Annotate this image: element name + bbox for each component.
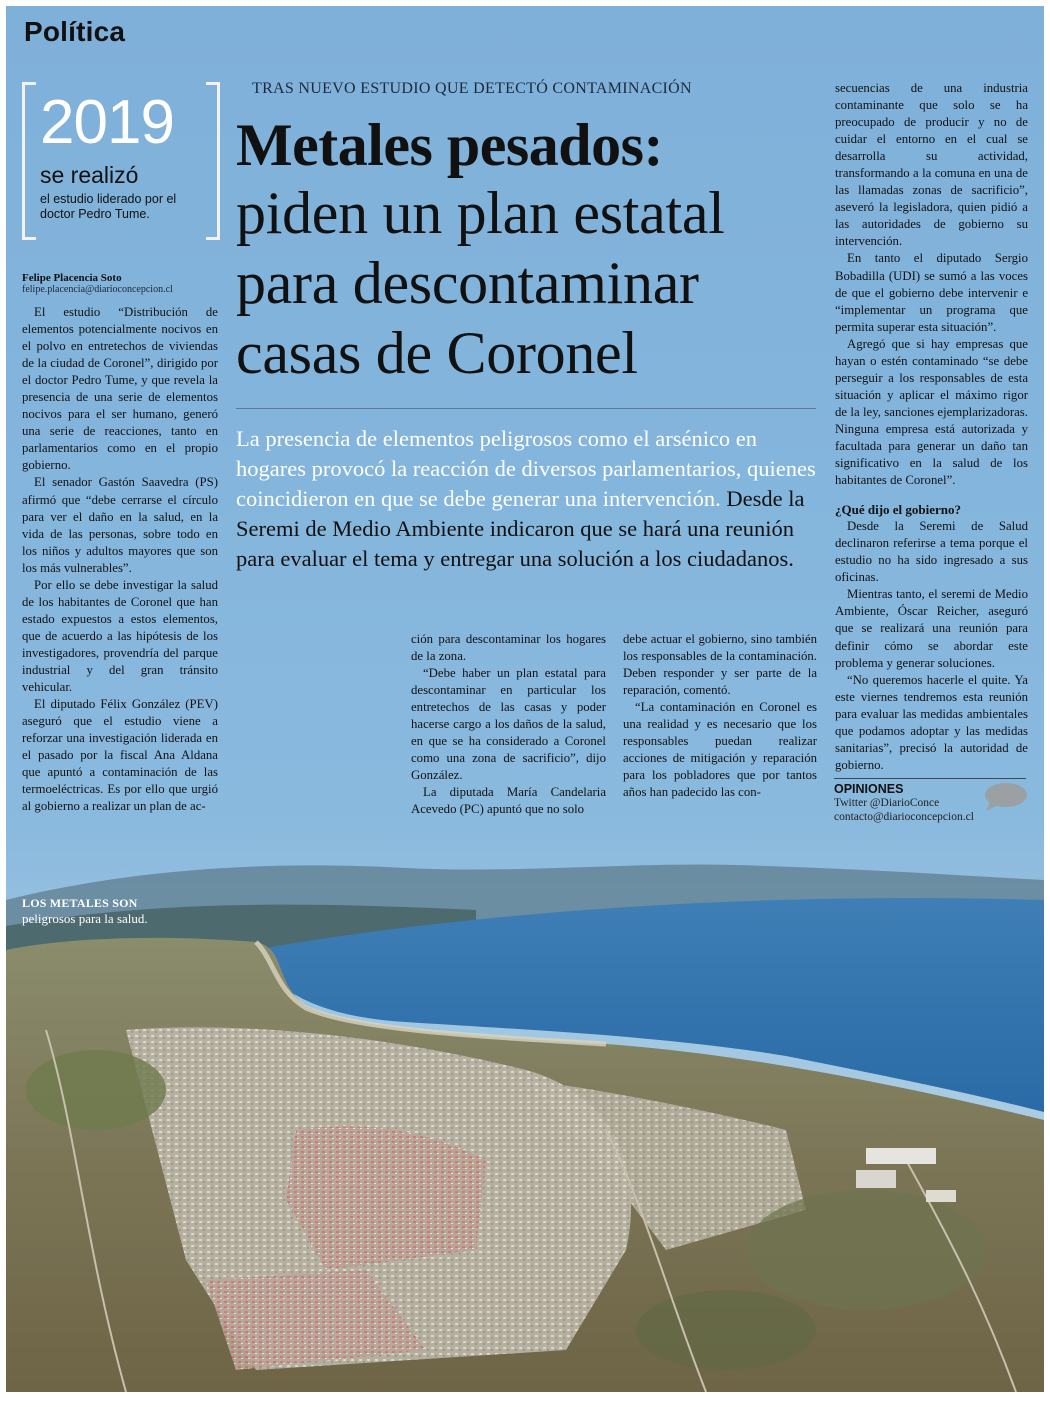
headline-line-2: piden un plan estatal [236, 180, 725, 246]
opinions-twitter[interactable]: Twitter @DiarioConce [834, 797, 940, 809]
fact-year: 2019 [40, 88, 174, 157]
fact-box-bracket-left [22, 82, 36, 240]
body-column-4 [835, 80, 1028, 774]
paragraph: Por ello se debe investigar la salud de los habitantes de Coronel que han estado expuestos a estos elementos, que de acuerdo a las hipótesis de los investigadores, provendría del parque industrial y del gran tránsito vehicular. [22, 577, 218, 695]
photo-caption [22, 896, 222, 927]
paragraph: La diputada María Candelaria Acevedo (PC) apuntó que no solo [411, 785, 606, 817]
fact-description: el estudio liderado por el doctor Pedro Tume. [40, 192, 177, 221]
paragraph: “No queremos hacerle el quite. Ya este viernes tendremos esta reunión para evaluar las medidas ambientales que podamos adoptar y las medidas sanitarias”, precisó la autoridad de gobierno. [835, 672, 1028, 772]
body-column-3 [623, 631, 817, 801]
paragraph: “Debe haber un plan estatal para descontaminar en particular los entretechos de las casas y poder hacerse cargo a los daños de la salud, en que se ha considerado a Coronel como una zona de sacrificio”, dijo González. [411, 666, 606, 783]
headline-line-3: para descontaminar [236, 250, 699, 316]
byline-author: Felipe Placencia Soto [22, 272, 122, 284]
paragraph: ción para descontaminar los hogares de la zona. [411, 632, 606, 664]
paragraph: “La contaminación en Coronel es una realidad y es necesario que los responsables puedan realizar acciones de mitigación y reparación para los pobladores que por tantos años han padecido las con- [623, 700, 817, 800]
paragraph: El diputado Félix González (PEV) aseguró que el estudio viene a reforzar una investigación liderada en el pasado por la fiscal Ana Aldana que apuntó a contaminación de las termoeléctricas. Es por ello que urgió al gobierno a realizar un plan de ac- [22, 697, 218, 814]
fact-box [22, 82, 220, 240]
opinions-email[interactable]: contacto@diarioconcepcion.cl [834, 811, 974, 823]
paragraph: Desde la Seremi de Salud declinaron referirse a tema porque el estudio no ha sido ingresado a sus oficinas. [835, 519, 1028, 585]
headline-line-4: casas de Coronel [236, 320, 638, 386]
paragraph: Agregó que si hay empresas que hayan o estén contaminado “se debe perseguir a los responsables de esta situación y aplicar el máximo rigor de la ley, sanciones ejemplarizadoras. Ninguna empresa está autorizada y facultada para generar un daño tan significativo en la salud de los habitantes de Coronel”. [835, 336, 1028, 488]
caption-text: peligrosos para la salud. [22, 911, 148, 926]
body-column-2 [411, 631, 606, 819]
speech-bubble-icon [982, 782, 1028, 812]
fact-verb: se realizó [40, 162, 139, 188]
paragraph: El estudio “Distribución de elementos potencialmente nocivos en el polvo en entretechos de viviendas de la ciudad de Coronel”, dirigido por el doctor Pedro Tume, y que revela la presencia de una serie de elementos nocivos para el ser humano, generó una serie de reacciones, tanto en parlamentarios como en el propio gobierno. [22, 305, 218, 473]
paragraph: secuencias de una industria contaminante que solo se ha preocupado de producir y no de cuidar el entorno en el cual se desarrolla su actividad, transformando a la comuna en una de las llamadas zonas de sacrificio”, aseveró la legisladora, quien pidió a las autoridades de gobierno su intervención. [835, 81, 1028, 249]
lead-paragraph [236, 424, 822, 574]
caption-title: LOS METALES SON [22, 896, 138, 910]
opinions-title: OPINIONES [834, 782, 904, 796]
byline [22, 272, 218, 295]
headline-line-1: Metales pesados: [236, 112, 663, 178]
body-column-1 [22, 304, 218, 815]
subhead: ¿Qué dijo el gobierno? [835, 502, 962, 518]
paragraph: Mientras tanto, el seremi de Medio Ambiente, Óscar Reicher, aseguró que se realizará una reunión para definir cómo se abordar este problema y generar soluciones. [835, 587, 1028, 670]
paragraph: debe actuar el gobierno, sino también los responsables de la contaminación. Deben responder y ser parte de la reparación, comentó. [623, 632, 817, 698]
byline-email[interactable]: felipe.placencia@diarioconcepcion.cl [22, 284, 173, 295]
headline [236, 112, 826, 388]
section-label: Política [24, 16, 126, 47]
headline-divider [236, 408, 816, 409]
kicker: TRAS NUEVO ESTUDIO QUE DETECTÓ CONTAMINACIÓN [252, 80, 692, 97]
paragraph: El senador Gastón Saavedra (PS) afirmó que “debe cerrarse el círculo para ver el daño en la salud, en la vida de las personas, sobre todo en los niños y adultos mayores que son los más vulnerables”. [22, 475, 218, 575]
paragraph: En tanto el diputado Sergio Bobadilla (UDI) se sumó a las voces de que el gobierno debe intervenir e “implementar un programa que permita superar esta situación”. [835, 251, 1028, 334]
lead-rest: Desde la Seremi de Medio Ambiente indicaron que se hará una reunión para evaluar el tema y entregar una solución a los ciudadanos. [236, 486, 805, 571]
lead-highlight: La presencia de elementos peligrosos como el arsénico en hogares provocó la reacción de diversos parlamentarios, quienes coincidieron en que se debe generar una intervención. [236, 426, 816, 511]
opinions-rule [834, 778, 1026, 779]
